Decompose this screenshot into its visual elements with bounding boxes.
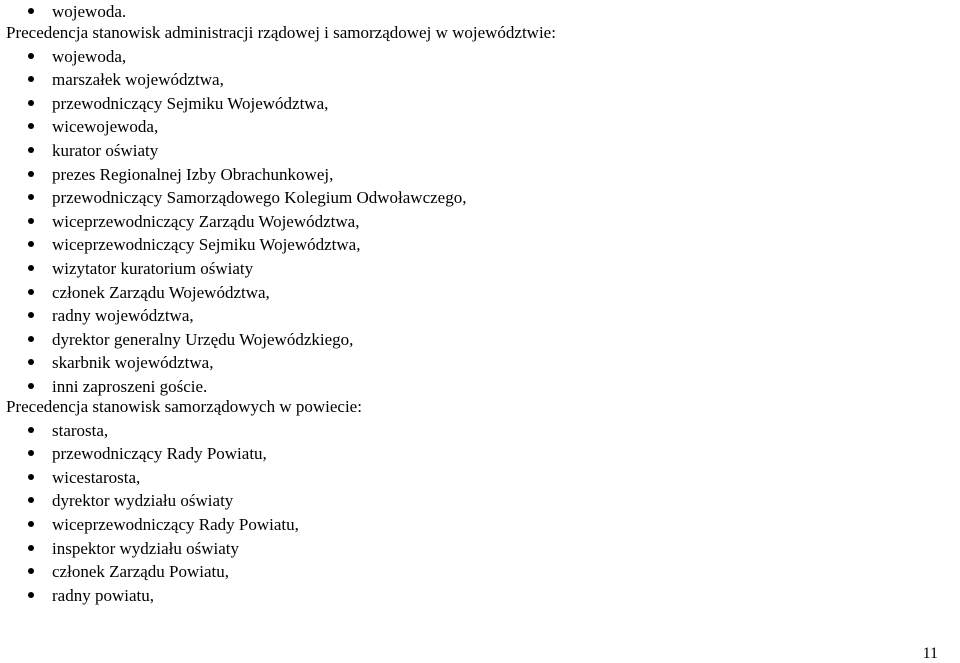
list-item [52, 139, 158, 163]
list-item-text: starosta, [52, 420, 109, 440]
list-item-text: przewodniczący Samorządowego Kolegium Odwoławczego, [52, 188, 467, 208]
bullet-icon [28, 497, 34, 503]
bullet-icon [28, 474, 34, 480]
list-item-text: kurator oświaty [52, 140, 159, 160]
list-item [52, 489, 233, 513]
list-item [52, 281, 270, 305]
list-item-text: skarbnik województwa, [52, 353, 214, 373]
list-item [52, 45, 126, 69]
list-item [52, 186, 466, 210]
list-item-text: dyrektor wydziału oświaty [52, 491, 234, 511]
page-number: 11 [922, 645, 938, 662]
bullet-icon [28, 123, 34, 129]
list-item [52, 584, 154, 608]
list-item [52, 513, 299, 537]
list-item-text: wiceprzewodniczący Zarządu Województwa, [52, 211, 360, 231]
bullet-icon [28, 312, 34, 318]
bullet-icon [28, 8, 34, 14]
list-item-text: radny powiatu, [52, 585, 154, 605]
bullet-icon [28, 592, 34, 598]
list-item [52, 68, 224, 92]
bullet-icon [28, 53, 34, 59]
bullet-icon [28, 427, 34, 433]
section-heading: Precedencja stanowisk samorządowych w powiecie: [6, 397, 362, 416]
list-item [52, 328, 353, 352]
bullet-icon [28, 265, 34, 271]
list-item [52, 419, 108, 443]
bullet-icon [28, 147, 34, 153]
list-item [52, 233, 360, 257]
list-item-text: dyrektor generalny Urzędu Wojewódzkiego, [52, 329, 354, 349]
list-item [52, 92, 328, 116]
bullet-icon [28, 100, 34, 106]
bullet-icon [28, 76, 34, 82]
list-item-text: przewodniczący Sejmiku Województwa, [52, 93, 329, 113]
list-item-text: wojewoda, [52, 46, 127, 66]
list-item-text: wiceprzewodniczący Sejmiku Województwa, [52, 235, 361, 255]
list-item-text: radny województwa, [52, 306, 194, 326]
list-item-text: marszałek województwa, [52, 70, 224, 90]
bullet-icon [28, 545, 34, 551]
bullet-icon [28, 171, 34, 177]
list-item-text: wiceprzewodniczący Rady Powiatu, [52, 514, 299, 534]
list-item [52, 257, 253, 281]
bullet-icon [28, 450, 34, 456]
bullet-icon [28, 218, 34, 224]
bullet-icon [28, 289, 34, 295]
list-item-text: inni zaproszeni goście. [52, 376, 208, 396]
bullet-icon [28, 359, 34, 365]
list-item-text: inspektor wydziału oświaty [52, 538, 239, 558]
section-heading: Precedencja stanowisk administracji rządowej i samorządowej w województwie: [6, 23, 556, 42]
list-item-text: wizytator kuratorium oświaty [52, 258, 254, 278]
list-item [52, 115, 158, 139]
list-item-text: członek Zarządu Województwa, [52, 282, 270, 302]
bullet-icon [28, 336, 34, 342]
bullet-icon [28, 521, 34, 527]
bullet-icon [28, 241, 34, 247]
list-item [52, 210, 359, 234]
list-item-text: wojewoda. [52, 2, 127, 21]
list-item [52, 163, 333, 187]
list-item [52, 560, 229, 584]
list-item-text: wicewojewoda, [52, 117, 159, 137]
list-item-text: przewodniczący Rady Powiatu, [52, 444, 267, 464]
list-item-text: członek Zarządu Powiatu, [52, 562, 230, 582]
list-item [52, 442, 267, 466]
list-item [52, 466, 140, 490]
bullet-icon [28, 568, 34, 574]
bullet-icon [28, 194, 34, 200]
list-item-text: prezes Regionalnej Izby Obrachunkowej, [52, 164, 334, 184]
list-item [52, 537, 239, 561]
list-item [52, 304, 194, 328]
bullet-icon [28, 383, 34, 389]
list-item-text: wicestarosta, [52, 467, 141, 487]
list-item [52, 351, 213, 375]
